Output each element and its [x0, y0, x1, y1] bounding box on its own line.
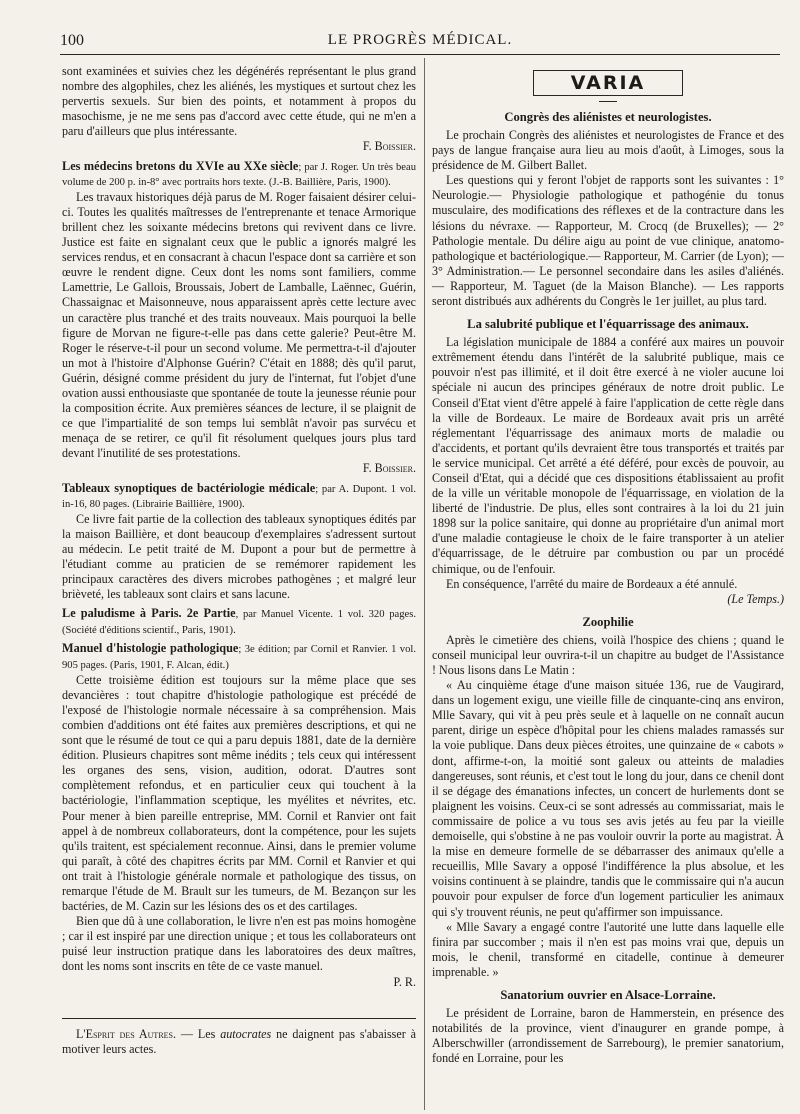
intro-signature: F. Boissier.	[362, 139, 416, 154]
esprit-des-autres: L'Esprit des Autres. — Les autocrates ne daignent pas s'abaisser à motiver leurs actes.	[62, 1018, 416, 1057]
section-title-sanatorium: Sanatorium ouvrier en Alsace-Lorraine.	[500, 987, 716, 1002]
review-signature-medecins-bretons: F. Boissier.	[362, 461, 416, 476]
review-signature-histologie: P. R.	[393, 974, 416, 989]
salubrite-paragraph-2: En conséquence, l'arrêté du maire de Bordeaux a été annulé.	[446, 576, 738, 591]
review-paragraph-tableaux: Ce livre fait partie de la collection des tableaux synoptiques édités par la maison Baillière, et dont beaucoup d'exemplaires s'adressent surtout au médecin. Le petit traité de M. Dupont a pour but de permettre à l'étudiant comme au praticien de se remémorer rapidement les principaux caractères des divers microbes pathogènes ; et malgré leur brièveté, les tableaux sont clairs et sans lacune.	[62, 511, 416, 602]
review-paragraph-histologie-2: Bien que dû à une collaboration, le livre n'en est pas moins homogène ; car il est inspiré par une direction unique ; et tous les collaborateurs ont puisé leur instruction pratique dans les laboratoires des deux maîtres, dont les noms sont inscrits en tête de ce vaste manuel.	[62, 914, 416, 974]
review-paragraph-medecins-bretons: Les travaux historiques déjà parus de M. Roger faisaient désirer celui-ci. Toutes les qualités maîtresses de l'entreprenante et tenace Armorique brillent chez les soixante médecins bretons qui revivent dans ce livre. Justice est faite en signalant ceux que le public a ignorés malgré les services rendus, et en consacrant à chacun l'espace dont sa carrière et son œuvre le rendent digne. Ceux dont les noms sont familiers, comme Lamettrie, Le Gallois, Broussais, Jobert de Lamballe, Laënnec, Guérin, Chassaignac et Maisonneuve, nous apparaissent après cette lecture avec un caractère plus tranché et des traits nouveaux. Mais pourquoi la belle figure de Morvan ne figure-t-elle pas dans cette galerie? Peut-être M. Roger le réserve-t-il pour un second volume. Me permettra-t-il d'ajouter un mot à l'histoire d'Alphonse Guérin? C'était en 1888; dès qu'il parut, Guérin, désigné comme président du jury de l'internat, fut l'objet d'une ovation aussi enthousiaste que spontanée de toute la jeunesse réunie pour la composition écrite. Aux premières séances de lecture, il se plaignit de ce que l'impartialité de son temps lui semblât n'avoir pas survécu et menaça de se retirer, ce qu'il fit résolument quelques jours plus tard devant l'inutilité de ses protestations.	[62, 189, 416, 461]
zoophilie-paragraph-1: Après le cimetière des chiens, voilà l'hospice des chiens ; quand le conseil municipal leur ouvrira-t-il un chapitre au budget de l'Assistance ! Nous lisons dans Le Matin :	[432, 632, 784, 677]
right-column	[432, 64, 784, 1066]
salubrite-source: (Le Temps.)	[727, 591, 784, 606]
section-title-salubrite: La salubrité publique et l'équarrissage des animaux.	[467, 317, 749, 332]
journal-title: LE PROGRÈS MÉDICAL.	[327, 32, 513, 48]
page-header	[60, 30, 780, 55]
congres-paragraph-1: Le prochain Congrès des aliénistes et neurologistes de France et des pays de langue française aura lieu au mois d'août, à Limoges, sous la présidence de M. Gilbert Ballet.	[432, 128, 784, 173]
sanatorium-paragraph-1: Le président de Lorraine, baron de Hammerstein, en présence des notabilités de la province, vient d'inaugurer en grande pompe, à Alberschwiller (arrondissement de Sarrebourg), le premier sanatorium, fondé en Lorraine, pour les	[432, 1005, 784, 1066]
zoophilie-paragraph-3: « Mlle Savary a engagé contre l'autorité une lutte dans laquelle elle finira par succomber ; mais il n'en est pas moins vrai que, depuis un mois, le chenil, transformé en citadelle, continue à demeurer imprenable. »	[432, 919, 784, 979]
intro-paragraph: sont examinées et suivies chez les dégénérés représentant le plus grand nombre des algophiles, chez les aliénés, les mystiques et surtout chez les pervertis sexuels. Sur bien des points, et notamment à propos du masochisme, je ne me sens pas d'accord avec cette étude, qui ne m'en a paru d'ailleurs que plus intéressante.	[62, 64, 416, 139]
section-title-congres: Congrès des aliénistes et neurologistes.	[504, 110, 712, 124]
review-title-paludisme: Le paludisme à Paris. 2e Partie, par Manuel Vicente. 1 vol. 320 pages. (Société d'éditions scientif., Paris, 1901).	[62, 606, 416, 636]
heading-rule	[599, 101, 617, 102]
zoophilie-paragraph-2: « Au cinquième étage d'une maison située 136, rue de Vaugirard, dans un logement exigu, une vieille fille de cinquante-cinq ans environ, Mlle Savary, qui vit à peu près seule et à laquelle on ne connaît aucun parent, dirige un espèce d'hôpital pour les chiens malades ramassés sur la voie publique. Dans deux pièces étroites, une quinzaine de « cabots » dont, affirme-t-on, la moitié sont galeux ou atteints de maladies dangereuses, sont réunis, et c'est tout le long du jour, dans ce chenil dont il se dégage des émanations infectes, un concert de hurlements dont se plaignent les voisins. Ceux-ci se sont adressés au commissariat, mais le commissaire de police a vu tous ses avis jetés au feu par la vieille demoiselle, qui s'obstine à ne pas vouloir ouvrir la porte au magistrat. À la mise en demeure formelle de se débarrasser des animaux qu'elle a recueillis, Mlle Savary a opposé l'indifférence la plus absolue, et les voisins continuent à se plaindre, tandis que le commissaire qui n'a aucun pouvoir pour expulser de force d'un logement particulier les animaux qui s'y trouvent réunis, ne peut qu'affirmer son impuissance.	[432, 678, 784, 919]
section-title-zoophilie: Zoophilie	[582, 614, 634, 629]
varia-heading: VARIA	[533, 70, 683, 96]
left-column	[62, 64, 416, 1057]
congres-paragraph-2: Les questions qui y feront l'objet de rapports sont les suivantes : 1° Neurologie.— Physiologie pathologique et pathogénie du tonus musculaire, des modifications des réflexes et de la contracture dans les lésions du névraxe. — Rapporteur, M. Crocq (de Bruxelles); — 2° Pathologie mentale. Du délire aigu au point de vue clinique, anatomo-pathologique et bactériologique.— Rapporteur, M. Carrier (de Lyon); — 3° Administration.— Le personnel secondaire dans les asiles d'aliénés. — Rapporteur, M. Taguet (de la Maison Blanche). — Les rapports seront distribués aux adhérents du Congrès le 1er juillet, au plus tard.	[432, 173, 784, 309]
review-title-histologie: Manuel d'histologie pathologique; 3e édition; par Cornil et Ranvier. 1 vol. 905 pages. (Paris, 1901, F. Alcan, édit.)	[62, 641, 416, 672]
review-paragraph-histologie-1: Cette troisième édition est toujours sur la même place que ses devancières : tout chapitre d'histologie pathologique est précédé de l'exposé de l'histologie normale nécessaire à sa compréhension. Mais combien d'additions ont été faites aux premières descriptions, et qui ne sont que le résumé de tout ce qui a paru depuis 1881, date de la dernière édition. Plusieurs chapitres sont même inédits ; tels ceux qui intéressent les organes des sens, vision, audition, odorat. D'autres sont complètement refondus, et en particulier ceux qui touchent à la bactériologie, l'inflammation sceptique, les myélites et névrites, etc. Pour mener à bien pareille entreprise, MM. Cornil et Ranvier ont fait appel à de nombreux collaborateurs, dont la compétence, pour les sujets qu'ils traitent, est spécialement reconnue. Ainsi, dans le premier volume qui paraît, à côté des chapitres écrits par MM. Cornil et Ranvier et qui ont trait à l'histologie générale normale et pathologique des tissus, on remarque l'étude de M. Brault sur les tumeurs, de M. Bezançon sur les bactéries, de M. Cazin sur les lésions des os et des cartilages.	[62, 672, 416, 914]
review-title-tableaux: Tableaux synoptiques de bactériologie médicale; par A. Dupont. 1 vol. in-16, 80 pages. (Librairie Baillière, 1900).	[62, 480, 417, 511]
salubrite-paragraph-1: La législation municipale de 1884 a conféré aux maires un pouvoir extrêmement étendu dans l'intérêt de la salubrité publique, mais ce pouvoir n'est pas illimité, et il doit être exercé à ne violer aucune loi spéciale ni aucun des principes généraux de notre droit public. Le Conseil d'Etat vient d'être appelé à faire l'application de cette règle dans la ville de Bordeaux. Le maire de Bordeaux avait pris un arrêté réglementant l'équarrissage des animaux morts de maladie ou d'accidents, et portant qu'ils devraient être tous transportés et traités par le service municipal. Cet arrêté a été déféré, pour excès de pouvoir, au Conseil d'Etat, qui a décidé que ces dispositions établissaient au profit de la ville un véritable monopole de l'équarrissage, en violation de la liberté de l'industrie. De plus, elles sont contraires à la loi du 21 juin 1898 sur la police sanitaire, qui donne au propriétaire d'un animal mort d'une maladie contagieuse le choix de le faire transporter à un atelier d'équarrissage, de le détruire par combustion ou par un procédé chimique, ou de l'enfouir.	[432, 335, 784, 576]
review-title-medecins-bretons: Les médecins bretons du XVIe au XXe siècle; par J. Roger. Un très beau volume de 200 p. in-8° avec portraits hors texte. (J.-B. Baillière, Paris, 1900).	[62, 158, 417, 189]
column-divider	[424, 58, 425, 1110]
page-number: 100	[60, 32, 84, 49]
